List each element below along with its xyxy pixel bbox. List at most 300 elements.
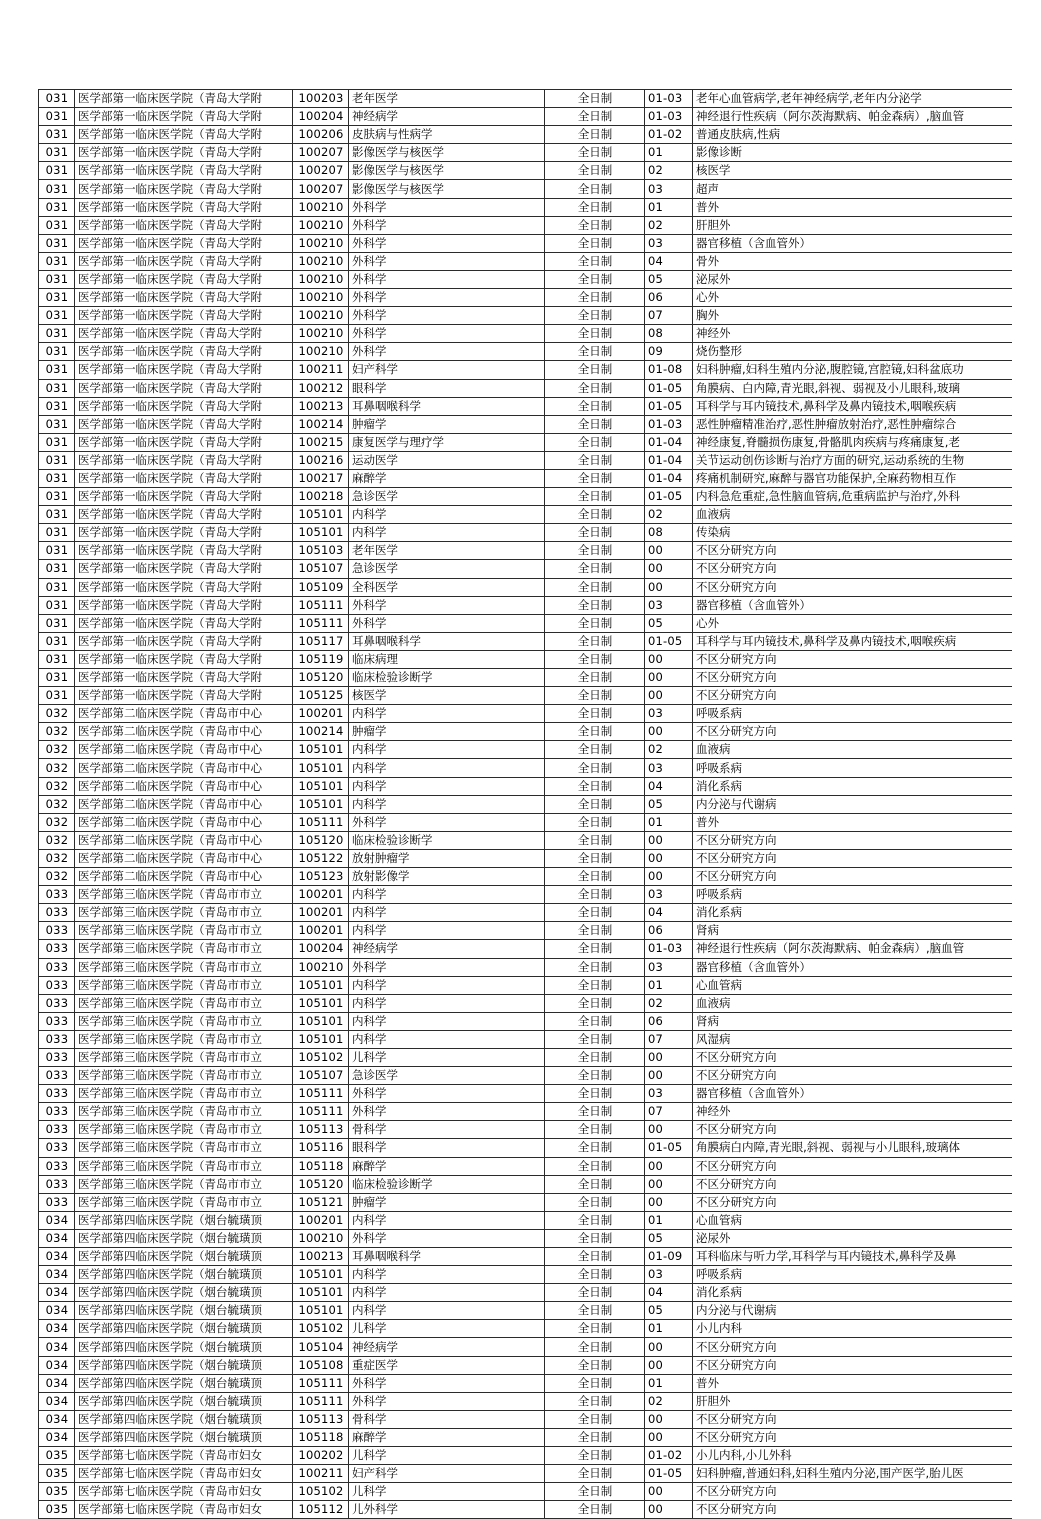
cell-name: 医学部第二临床医学院（青岛市中心 — [75, 777, 293, 795]
cell-dept: 034 — [39, 1266, 75, 1284]
cell-dir: 01-02 — [645, 126, 693, 144]
cell-dir: 05 — [645, 614, 693, 632]
cell-dir: 03 — [645, 759, 693, 777]
table-row — [39, 849, 1013, 867]
cell-code: 105120 — [293, 831, 349, 849]
cell-code: 105111 — [293, 1392, 349, 1410]
cell-dept: 033 — [39, 1193, 75, 1211]
cell-dept: 031 — [39, 669, 75, 687]
cell-major: 妇产科学 — [349, 361, 545, 379]
cell-detail: 不区分研究方向 — [693, 1121, 1013, 1139]
table-row — [39, 578, 1013, 596]
cell-dir: 08 — [645, 325, 693, 343]
cell-detail: 疼痛机制研究,麻醉与器官功能保护,全麻药物相互作 — [693, 469, 1013, 487]
table-row — [39, 1483, 1013, 1501]
cell-mode: 全日制 — [545, 343, 645, 361]
cell-dir: 01-05 — [645, 379, 693, 397]
cell-code: 100217 — [293, 469, 349, 487]
table-row — [39, 1193, 1013, 1211]
table-row — [39, 1447, 1013, 1465]
cell-code: 100201 — [293, 922, 349, 940]
cell-detail: 不区分研究方向 — [693, 1428, 1013, 1446]
cell-dept: 032 — [39, 723, 75, 741]
cell-major: 内科学 — [349, 741, 545, 759]
cell-code: 105108 — [293, 1356, 349, 1374]
cell-dept: 033 — [39, 1175, 75, 1193]
table-row — [39, 198, 1013, 216]
cell-name: 医学部第一临床医学院（青岛大学附 — [75, 614, 293, 632]
cell-major: 外科学 — [349, 596, 545, 614]
cell-dept: 032 — [39, 777, 75, 795]
cell-mode: 全日制 — [545, 705, 645, 723]
cell-dir: 03 — [645, 234, 693, 252]
cell-dept: 033 — [39, 1157, 75, 1175]
cell-code: 105111 — [293, 1374, 349, 1392]
table-row — [39, 1211, 1013, 1229]
cell-major: 内科学 — [349, 1266, 545, 1284]
cell-dept: 031 — [39, 687, 75, 705]
cell-dir: 02 — [645, 506, 693, 524]
cell-name: 医学部第四临床医学院（烟台毓璜顶 — [75, 1410, 293, 1428]
cell-dir: 05 — [645, 795, 693, 813]
cell-detail: 心血管病 — [693, 1211, 1013, 1229]
cell-code: 105118 — [293, 1428, 349, 1446]
cell-dept: 034 — [39, 1320, 75, 1338]
table-row — [39, 886, 1013, 904]
cell-major: 外科学 — [349, 1374, 545, 1392]
cell-name: 医学部第一临床医学院（青岛大学附 — [75, 307, 293, 325]
cell-mode: 全日制 — [545, 1248, 645, 1266]
cell-code: 100213 — [293, 397, 349, 415]
cell-name: 医学部第四临床医学院（烟台毓璜顶 — [75, 1320, 293, 1338]
cell-dir: 00 — [645, 560, 693, 578]
cell-major: 麻醉学 — [349, 1428, 545, 1446]
cell-code: 105125 — [293, 687, 349, 705]
cell-mode: 全日制 — [545, 126, 645, 144]
cell-dir: 01-05 — [645, 632, 693, 650]
table-row — [39, 705, 1013, 723]
cell-dir: 01 — [645, 1211, 693, 1229]
cell-major: 放射影像学 — [349, 868, 545, 886]
cell-major: 儿科学 — [349, 1048, 545, 1066]
cell-detail: 器官移植（含血管外） — [693, 596, 1013, 614]
cell-dept: 031 — [39, 560, 75, 578]
cell-mode: 全日制 — [545, 886, 645, 904]
cell-detail: 不区分研究方向 — [693, 1356, 1013, 1374]
cell-code: 100211 — [293, 1465, 349, 1483]
cell-major: 内科学 — [349, 795, 545, 813]
cell-mode: 全日制 — [545, 560, 645, 578]
cell-name: 医学部第三临床医学院（青岛市市立 — [75, 1175, 293, 1193]
cell-detail: 呼吸系病 — [693, 1266, 1013, 1284]
table-row — [39, 958, 1013, 976]
cell-dept: 034 — [39, 1211, 75, 1229]
cell-dept: 033 — [39, 1085, 75, 1103]
table-row — [39, 1266, 1013, 1284]
cell-name: 医学部第二临床医学院（青岛市中心 — [75, 831, 293, 849]
cell-major: 外科学 — [349, 1229, 545, 1247]
cell-name: 医学部第二临床医学院（青岛市中心 — [75, 849, 293, 867]
table-row — [39, 1085, 1013, 1103]
table-row — [39, 976, 1013, 994]
cell-dir: 01-03 — [645, 90, 693, 108]
cell-code: 105112 — [293, 1501, 349, 1519]
cell-detail: 心外 — [693, 614, 1013, 632]
cell-dir: 01-08 — [645, 361, 693, 379]
cell-major: 临床病理 — [349, 650, 545, 668]
table-row — [39, 1465, 1013, 1483]
cell-major: 内科学 — [349, 705, 545, 723]
cell-dept: 031 — [39, 270, 75, 288]
cell-major: 急诊医学 — [349, 560, 545, 578]
cell-code: 100214 — [293, 723, 349, 741]
cell-code: 105113 — [293, 1121, 349, 1139]
table-row — [39, 1501, 1013, 1519]
cell-mode: 全日制 — [545, 831, 645, 849]
cell-detail: 不区分研究方向 — [693, 849, 1013, 867]
cell-dir: 05 — [645, 1302, 693, 1320]
cell-detail: 神经退行性疾病（阿尔茨海默病、帕金森病）,脑血管 — [693, 108, 1013, 126]
table-row — [39, 343, 1013, 361]
table-row — [39, 1139, 1013, 1157]
cell-dir: 03 — [645, 1085, 693, 1103]
cell-code: 100202 — [293, 1447, 349, 1465]
cell-mode: 全日制 — [545, 108, 645, 126]
cell-name: 医学部第三临床医学院（青岛市市立 — [75, 940, 293, 958]
cell-dir: 00 — [645, 723, 693, 741]
cell-major: 影像医学与核医学 — [349, 180, 545, 198]
cell-dept: 033 — [39, 994, 75, 1012]
cell-dir: 01 — [645, 144, 693, 162]
cell-mode: 全日制 — [545, 795, 645, 813]
cell-mode: 全日制 — [545, 198, 645, 216]
cell-major: 临床检验诊断学 — [349, 669, 545, 687]
cell-dept: 035 — [39, 1501, 75, 1519]
cell-detail: 呼吸系病 — [693, 759, 1013, 777]
table-row — [39, 162, 1013, 180]
cell-detail: 骨外 — [693, 252, 1013, 270]
cell-mode: 全日制 — [545, 1320, 645, 1338]
cell-name: 医学部第一临床医学院（青岛大学附 — [75, 415, 293, 433]
cell-name: 医学部第一临床医学院（青岛大学附 — [75, 451, 293, 469]
cell-major: 内科学 — [349, 976, 545, 994]
cell-detail: 肾病 — [693, 1012, 1013, 1030]
cell-dir: 00 — [645, 1428, 693, 1446]
cell-name: 医学部第三临床医学院（青岛市市立 — [75, 1103, 293, 1121]
cell-detail: 不区分研究方向 — [693, 1193, 1013, 1211]
cell-major: 影像医学与核医学 — [349, 162, 545, 180]
cell-detail: 肝胆外 — [693, 216, 1013, 234]
cell-dept: 031 — [39, 596, 75, 614]
cell-detail: 不区分研究方向 — [693, 1175, 1013, 1193]
cell-name: 医学部第四临床医学院（烟台毓璜顶 — [75, 1229, 293, 1247]
cell-dept: 033 — [39, 1121, 75, 1139]
cell-mode: 全日制 — [545, 940, 645, 958]
table-row — [39, 1410, 1013, 1428]
cell-major: 肿瘤学 — [349, 1193, 545, 1211]
cell-mode: 全日制 — [545, 1139, 645, 1157]
cell-major: 骨科学 — [349, 1121, 545, 1139]
cell-name: 医学部第一临床医学院（青岛大学附 — [75, 144, 293, 162]
cell-detail: 血液病 — [693, 741, 1013, 759]
cell-dir: 01-03 — [645, 108, 693, 126]
cell-name: 医学部第三临床医学院（青岛市市立 — [75, 1121, 293, 1139]
cell-dept: 032 — [39, 849, 75, 867]
cell-detail: 不区分研究方向 — [693, 1048, 1013, 1066]
cell-code: 100210 — [293, 325, 349, 343]
cell-detail: 神经康复,脊髓损伤康复,骨骼肌肉疾病与疼痛康复,老 — [693, 433, 1013, 451]
cell-name: 医学部第四临床医学院（烟台毓璜顶 — [75, 1428, 293, 1446]
cell-dir: 03 — [645, 958, 693, 976]
cell-mode: 全日制 — [545, 1392, 645, 1410]
table-row — [39, 1012, 1013, 1030]
cell-name: 医学部第一临床医学院（青岛大学附 — [75, 343, 293, 361]
cell-dir: 00 — [645, 687, 693, 705]
cell-dir: 01 — [645, 1374, 693, 1392]
cell-detail: 不区分研究方向 — [693, 578, 1013, 596]
cell-name: 医学部第四临床医学院（烟台毓璜顶 — [75, 1392, 293, 1410]
cell-code: 105122 — [293, 849, 349, 867]
cell-dir: 01-04 — [645, 433, 693, 451]
cell-dir: 00 — [645, 1338, 693, 1356]
cell-name: 医学部第三临床医学院（青岛市市立 — [75, 886, 293, 904]
cell-dept: 035 — [39, 1447, 75, 1465]
cell-mode: 全日制 — [545, 687, 645, 705]
cell-dir: 03 — [645, 180, 693, 198]
cell-mode: 全日制 — [545, 1211, 645, 1229]
cell-name: 医学部第四临床医学院（烟台毓璜顶 — [75, 1338, 293, 1356]
cell-code: 105123 — [293, 868, 349, 886]
cell-code: 105101 — [293, 976, 349, 994]
cell-dir: 06 — [645, 1012, 693, 1030]
cell-dir: 01 — [645, 813, 693, 831]
cell-mode: 全日制 — [545, 578, 645, 596]
table-row — [39, 1338, 1013, 1356]
cell-name: 医学部第二临床医学院（青岛市中心 — [75, 795, 293, 813]
cell-dept: 033 — [39, 904, 75, 922]
cell-mode: 全日制 — [545, 270, 645, 288]
cell-detail: 神经退行性疾病（阿尔茨海默病、帕金森病）,脑血管 — [693, 940, 1013, 958]
cell-mode: 全日制 — [545, 1302, 645, 1320]
cell-code: 105101 — [293, 1284, 349, 1302]
cell-dir: 02 — [645, 1392, 693, 1410]
cell-dept: 031 — [39, 289, 75, 307]
cell-code: 100210 — [293, 234, 349, 252]
cell-name: 医学部第一临床医学院（青岛大学附 — [75, 433, 293, 451]
cell-detail: 泌尿外 — [693, 270, 1013, 288]
cell-dept: 031 — [39, 614, 75, 632]
table-row — [39, 289, 1013, 307]
cell-dir: 00 — [645, 868, 693, 886]
cell-detail: 不区分研究方向 — [693, 560, 1013, 578]
cell-dept: 033 — [39, 922, 75, 940]
cell-detail: 血液病 — [693, 506, 1013, 524]
cell-dir: 02 — [645, 162, 693, 180]
cell-name: 医学部第三临床医学院（青岛市市立 — [75, 1048, 293, 1066]
cell-code: 100210 — [293, 958, 349, 976]
cell-dir: 09 — [645, 343, 693, 361]
cell-mode: 全日制 — [545, 1085, 645, 1103]
cell-detail: 耳科学与耳内镜技术,鼻科学及鼻内镜技术,咽喉疾病 — [693, 397, 1013, 415]
cell-code: 105101 — [293, 777, 349, 795]
cell-major: 外科学 — [349, 813, 545, 831]
cell-dir: 00 — [645, 1067, 693, 1085]
cell-detail: 角膜病、白内障,青光眼,斜视、弱视及小儿眼科,玻璃 — [693, 379, 1013, 397]
cell-major: 外科学 — [349, 1392, 545, 1410]
cell-code: 105101 — [293, 1302, 349, 1320]
cell-dir: 06 — [645, 289, 693, 307]
cell-mode: 全日制 — [545, 1501, 645, 1519]
cell-name: 医学部第一临床医学院（青岛大学附 — [75, 325, 293, 343]
cell-code: 100210 — [293, 1229, 349, 1247]
cell-code: 100201 — [293, 705, 349, 723]
table-row — [39, 1030, 1013, 1048]
cell-detail: 器官移植（含血管外） — [693, 234, 1013, 252]
cell-dir: 01-04 — [645, 451, 693, 469]
cell-major: 外科学 — [349, 958, 545, 976]
cell-dept: 033 — [39, 1030, 75, 1048]
cell-code: 105102 — [293, 1320, 349, 1338]
cell-major: 内科学 — [349, 886, 545, 904]
cell-dept: 034 — [39, 1392, 75, 1410]
cell-major: 急诊医学 — [349, 1067, 545, 1085]
cell-major: 麻醉学 — [349, 1157, 545, 1175]
cell-dir: 00 — [645, 578, 693, 596]
cell-detail: 内分泌与代谢病 — [693, 1302, 1013, 1320]
cell-detail: 耳科学与耳内镜技术,鼻科学及鼻内镜技术,咽喉疾病 — [693, 632, 1013, 650]
cell-name: 医学部第三临床医学院（青岛市市立 — [75, 1193, 293, 1211]
cell-code: 105102 — [293, 1483, 349, 1501]
cell-dir: 00 — [645, 849, 693, 867]
cell-dir: 00 — [645, 1356, 693, 1374]
cell-code: 100211 — [293, 361, 349, 379]
cell-detail: 角膜病白内障,青光眼,斜视、弱视与小儿眼科,玻璃体 — [693, 1139, 1013, 1157]
table-row — [39, 108, 1013, 126]
table-row — [39, 614, 1013, 632]
cell-detail: 烧伤整形 — [693, 343, 1013, 361]
cell-mode: 全日制 — [545, 1338, 645, 1356]
cell-dir: 01-04 — [645, 469, 693, 487]
cell-dir: 05 — [645, 1229, 693, 1247]
cell-dept: 031 — [39, 397, 75, 415]
cell-name: 医学部第三临床医学院（青岛市市立 — [75, 1030, 293, 1048]
cell-major: 康复医学与理疗学 — [349, 433, 545, 451]
cell-code: 100210 — [293, 270, 349, 288]
cell-major: 神经病学 — [349, 940, 545, 958]
cell-mode: 全日制 — [545, 1410, 645, 1428]
cell-detail: 血液病 — [693, 994, 1013, 1012]
cell-dir: 00 — [645, 1483, 693, 1501]
cell-dir: 01 — [645, 1320, 693, 1338]
cell-name: 医学部第二临床医学院（青岛市中心 — [75, 705, 293, 723]
cell-detail: 不区分研究方向 — [693, 687, 1013, 705]
cell-major: 内科学 — [349, 1211, 545, 1229]
cell-dir: 08 — [645, 524, 693, 542]
cell-detail: 老年心血管病学,老年神经病学,老年内分泌学 — [693, 90, 1013, 108]
cell-mode: 全日制 — [545, 1465, 645, 1483]
cell-name: 医学部第二临床医学院（青岛市中心 — [75, 868, 293, 886]
cell-major: 内科学 — [349, 1302, 545, 1320]
cell-mode: 全日制 — [545, 488, 645, 506]
cell-detail: 不区分研究方向 — [693, 1410, 1013, 1428]
table-row — [39, 415, 1013, 433]
cell-major: 外科学 — [349, 234, 545, 252]
catalog-table-body — [39, 90, 1013, 1519]
cell-major: 外科学 — [349, 1085, 545, 1103]
table-row — [39, 795, 1013, 813]
cell-code: 105101 — [293, 1012, 349, 1030]
cell-major: 妇产科学 — [349, 1465, 545, 1483]
cell-code: 105101 — [293, 759, 349, 777]
cell-code: 100201 — [293, 886, 349, 904]
cell-major: 外科学 — [349, 289, 545, 307]
table-row — [39, 1067, 1013, 1085]
table-row — [39, 1048, 1013, 1066]
cell-dept: 032 — [39, 705, 75, 723]
cell-dir: 01-05 — [645, 488, 693, 506]
cell-dir: 01-05 — [645, 1465, 693, 1483]
cell-dept: 034 — [39, 1302, 75, 1320]
cell-code: 100210 — [293, 252, 349, 270]
cell-mode: 全日制 — [545, 451, 645, 469]
cell-mode: 全日制 — [545, 325, 645, 343]
cell-major: 内科学 — [349, 1284, 545, 1302]
cell-dir: 00 — [645, 1410, 693, 1428]
cell-major: 临床检验诊断学 — [349, 831, 545, 849]
cell-name: 医学部第一临床医学院（青岛大学附 — [75, 488, 293, 506]
cell-name: 医学部第一临床医学院（青岛大学附 — [75, 180, 293, 198]
cell-code: 105113 — [293, 1410, 349, 1428]
cell-name: 医学部第七临床医学院（青岛市妇女 — [75, 1483, 293, 1501]
cell-name: 医学部第一临床医学院（青岛大学附 — [75, 90, 293, 108]
cell-name: 医学部第二临床医学院（青岛市中心 — [75, 723, 293, 741]
cell-mode: 全日制 — [545, 849, 645, 867]
table-row — [39, 1103, 1013, 1121]
cell-major: 核医学 — [349, 687, 545, 705]
table-row — [39, 922, 1013, 940]
cell-major: 外科学 — [349, 216, 545, 234]
cell-mode: 全日制 — [545, 289, 645, 307]
cell-major: 神经病学 — [349, 1338, 545, 1356]
table-row — [39, 1356, 1013, 1374]
cell-major: 内科学 — [349, 1012, 545, 1030]
cell-mode: 全日制 — [545, 1175, 645, 1193]
cell-name: 医学部第一临床医学院（青岛大学附 — [75, 162, 293, 180]
cell-mode: 全日制 — [545, 723, 645, 741]
cell-detail: 小儿内科 — [693, 1320, 1013, 1338]
cell-mode: 全日制 — [545, 1374, 645, 1392]
cell-name: 医学部第四临床医学院（烟台毓璜顶 — [75, 1356, 293, 1374]
cell-major: 儿科学 — [349, 1320, 545, 1338]
cell-dir: 07 — [645, 1030, 693, 1048]
cell-name: 医学部第三临床医学院（青岛市市立 — [75, 1139, 293, 1157]
table-row — [39, 650, 1013, 668]
cell-dir: 00 — [645, 1157, 693, 1175]
cell-name: 医学部第三临床医学院（青岛市市立 — [75, 1012, 293, 1030]
cell-name: 医学部第一临床医学院（青岛大学附 — [75, 379, 293, 397]
cell-dept: 034 — [39, 1428, 75, 1446]
cell-name: 医学部第三临床医学院（青岛市市立 — [75, 1067, 293, 1085]
cell-detail: 风湿病 — [693, 1030, 1013, 1048]
cell-name: 医学部第一临床医学院（青岛大学附 — [75, 397, 293, 415]
cell-detail: 恶性肿瘤精准治疗,恶性肿瘤放射治疗,恶性肿瘤综合 — [693, 415, 1013, 433]
cell-major: 外科学 — [349, 325, 545, 343]
cell-major: 儿外科学 — [349, 1501, 545, 1519]
cell-name: 医学部第三临床医学院（青岛市市立 — [75, 958, 293, 976]
cell-detail: 不区分研究方向 — [693, 1157, 1013, 1175]
cell-major: 外科学 — [349, 343, 545, 361]
cell-major: 内科学 — [349, 922, 545, 940]
